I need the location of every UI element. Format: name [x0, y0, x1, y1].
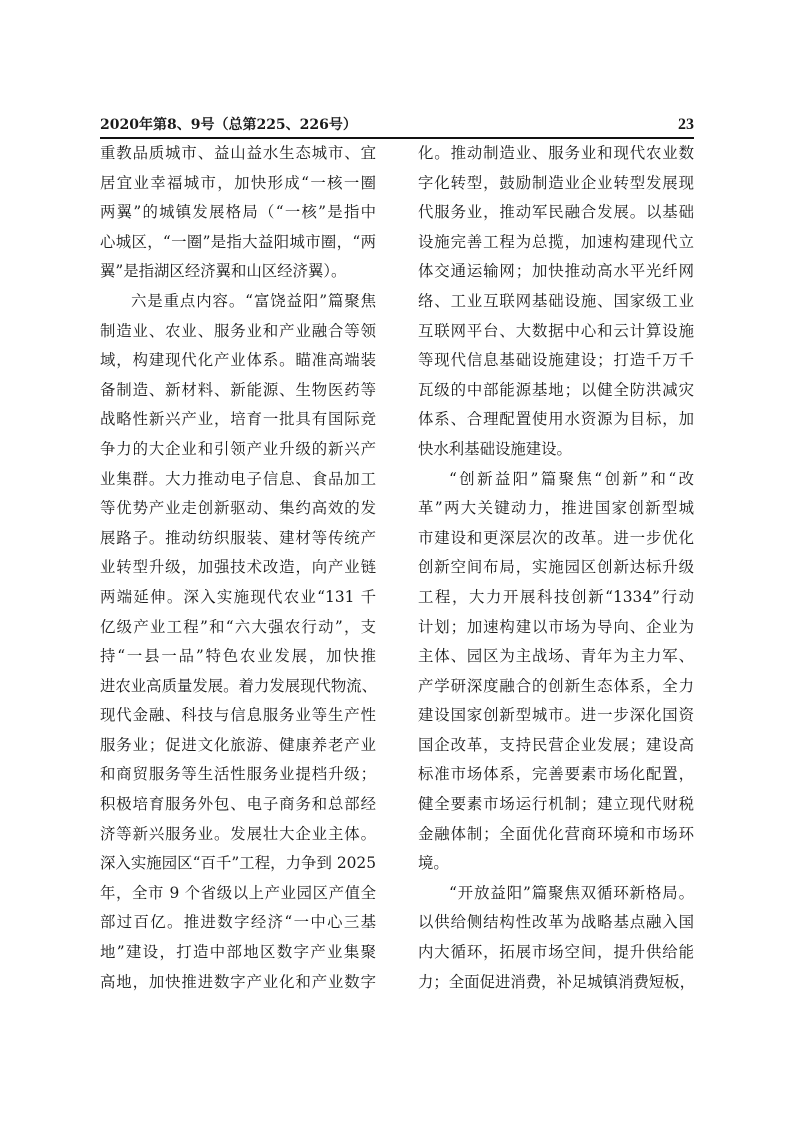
text-line: 进农业高质量发展。着力发展现代物流、 [100, 676, 378, 695]
text-line: 内大循环，拓展市场空间，提升供给能 [418, 943, 694, 962]
text-line: 现代金融、科技与信息服务业等生产性 [100, 706, 376, 725]
text-line: 等现代信息基础设施建设；打造千万千 [418, 351, 694, 370]
text-line: 深入实施园区“百千”工程，力争到 2025 [100, 854, 376, 873]
text-line: 部过百亿。推进数字经济“一中心三基 [100, 913, 376, 932]
text-line: 备制造、新材料、新能源、生物医药等 [100, 380, 376, 399]
text-line: 互联网平台、大数据中心和云计算设施 [418, 321, 694, 340]
text-line: 主体、园区为主战场、青年为主力军、 [418, 647, 694, 666]
text-line: 亿级产业工程”和“六大强农行动”，支 [100, 617, 376, 636]
text-line: 等优势产业走创新驱动、集约高效的发 [100, 499, 376, 518]
text-line: 革”两大关键动力，推进国家创新型城 [418, 499, 694, 518]
text-line: 济等新兴服务业。发展壮大企业主体。 [100, 824, 376, 843]
left-text-column [100, 139, 376, 997]
text-line: 展路子。推动纺织服装、建材等传统产 [100, 528, 376, 547]
text-line: 积极培育服务外包、电子商务和总部经 [100, 795, 376, 814]
text-line: 国企改革，支持民营企业发展；建设高 [418, 735, 694, 754]
text-line: 业集群。大力推动电子信息、食品加工 [100, 469, 376, 488]
text-line: 持“一县一品”特色农业发展，加快推 [100, 647, 376, 666]
text-line: 以供给侧结构性改革为战略基点融入国 [418, 913, 694, 932]
text-line: 计划；加速构建以市场为导向、企业为 [418, 617, 694, 636]
text-line: 力；全面促进消费，补足城镇消费短板， [418, 972, 696, 991]
text-line: 字化转型，鼓励制造业企业转型发展现 [418, 173, 694, 192]
text-line: 金融体制；全面优化营商环境和市场环 [418, 824, 694, 843]
text-line: 快水利基础设施建设。 [418, 439, 572, 458]
text-line: 体交通运输网；加快推动高水平光纤网 [418, 262, 694, 281]
text-line: 地”建设，打造中部地区数字产业集聚 [100, 943, 376, 962]
text-line: 重教品质城市、益山益水生态城市、宜 [100, 144, 376, 162]
text-line: 市建设和更深层次的改革。进一步优化 [418, 528, 694, 547]
text-line: 建设国家创新型城市。进一步深化国资 [418, 706, 694, 725]
text-line: 瓦级的中部能源基地；以健全防洪减灾 [418, 380, 694, 399]
text-line: 业转型升级，加强技术改造，向产业链 [100, 558, 376, 577]
text-line: 产学研深度融合的创新生态体系，全力 [418, 676, 694, 695]
text-line: 创新空间布局，实施园区创新达标升级 [418, 558, 694, 577]
right-text-column [418, 139, 694, 997]
text-line: 和商贸服务等生活性服务业提档升级； [100, 765, 376, 784]
text-line: 化。推动制造业、服务业和现代农业数 [418, 144, 694, 162]
text-line: 居宜业幸福城市，加快形成“一核一圈 [100, 173, 376, 192]
text-line: 境。 [418, 854, 449, 873]
text-line: 高地，加快推进数字产业化和产业数字 [100, 972, 376, 991]
text-line: 战略性新兴产业，培育一批具有国际竞 [100, 410, 376, 429]
page-number: 23 [678, 116, 694, 133]
text-line: 两翼”的城镇发展格局（“一核”是指中 [100, 203, 376, 222]
text-line: 工程，大力开展科技创新“1334”行动 [418, 587, 694, 606]
journal-issue-title: 2020年第8、9号（总第225、226号） [100, 117, 357, 133]
text-line: 六是重点内容。“富饶益阳”篇聚焦 [131, 291, 376, 310]
text-line: 翼”是指湖区经济翼和山区经济翼）。 [100, 262, 347, 281]
running-header [100, 116, 694, 136]
text-line: “创新益阳”篇聚焦“创新”和“改 [449, 469, 694, 488]
text-line: 两端延伸。深入实施现代农业“131 千 [100, 587, 376, 606]
text-line: 心城区，“一圈”是指大益阳城市圈，“两 [100, 232, 376, 251]
text-line: “开放益阳”篇聚焦双循环新格局。 [449, 883, 694, 902]
text-line: 健全要素市场运行机制；建立现代财税 [418, 795, 694, 814]
text-line: 域，构建现代化产业体系。瞄准高端装 [100, 351, 376, 370]
text-line: 服务业；促进文化旅游、健康养老产业 [100, 735, 376, 754]
text-line: 争力的大企业和引领产业升级的新兴产 [100, 439, 376, 458]
text-line: 设施完善工程为总揽，加速构建现代立 [418, 232, 694, 251]
text-line: 制造业、农业、服务业和产业融合等领 [100, 321, 376, 340]
text-line: 体系、合理配置使用水资源为目标，加 [418, 410, 694, 429]
text-line: 络、工业互联网基础设施、国家级工业 [418, 291, 694, 310]
text-line: 代服务业，推动军民融合发展。以基础 [418, 203, 694, 222]
text-line: 标准市场体系，完善要素市场化配置， [418, 765, 694, 784]
text-line: 年，全市 9 个省级以上产业园区产值全 [100, 883, 376, 902]
